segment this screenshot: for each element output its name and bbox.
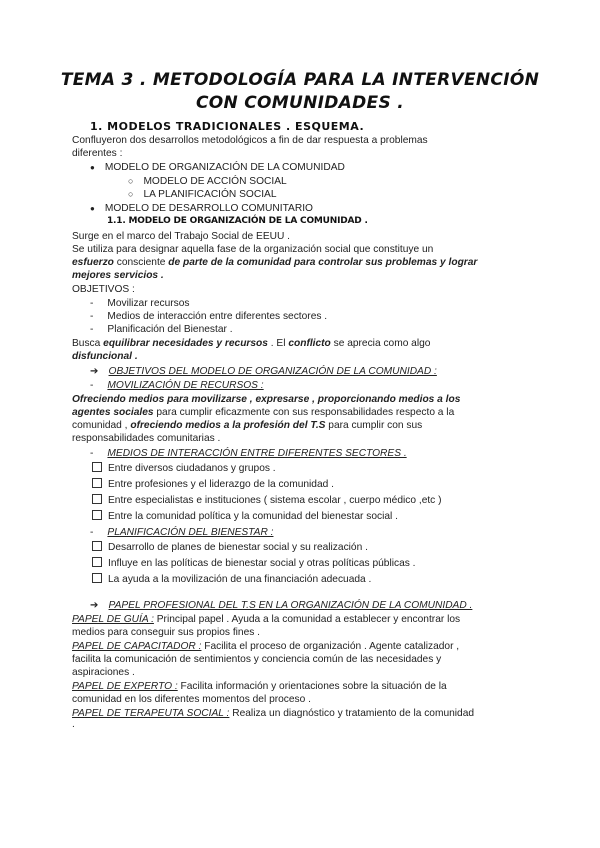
paragraph-line xyxy=(72,350,138,363)
dash-icon: - xyxy=(90,324,94,335)
paragraph-line: facilita la comunicación de sentimientos y conciencia común de las necesidades y xyxy=(72,654,442,665)
paragraph-line: comunidad en los diferentes momentos del proceso . xyxy=(72,694,311,705)
paragraph-line xyxy=(72,707,474,720)
list-item-label: Entre profesiones y el liderazgo de la comunidad . xyxy=(108,479,334,490)
role-label: PAPEL DE EXPERTO : xyxy=(72,681,178,692)
paragraph-line xyxy=(72,337,430,350)
text-run: conflicto xyxy=(288,338,331,349)
paragraph-line xyxy=(72,393,460,406)
checkbox-item xyxy=(92,510,398,523)
document-title: TEMA 3 . METODOLOGÍA PARA LA INTERVENCIÓN xyxy=(60,70,540,90)
list-item xyxy=(128,175,287,188)
objetivos-label: OBJETIVOS : xyxy=(72,284,135,295)
paragraph-line xyxy=(72,406,454,419)
text-run: Facilita el proceso de organización . Agente catalizador , xyxy=(201,641,460,652)
sub-bullet-icon: ○ xyxy=(128,176,134,186)
paragraph-line: responsabilidades comunitarias . xyxy=(72,433,221,444)
arrow-icon: ➔ xyxy=(90,366,99,377)
dash-icon: - xyxy=(90,448,94,459)
checkbox-item xyxy=(92,557,416,570)
list-item-label: MODELO DE ACCIÓN SOCIAL xyxy=(143,176,287,187)
list-item xyxy=(90,323,233,336)
list-item xyxy=(90,297,190,310)
list-item-label: Entre especialistas e instituciones ( sistema escolar , cuerpo médico ,etc ) xyxy=(108,495,442,506)
text-run: de parte de la comunidad para controlar sus problemas y lograr xyxy=(168,257,478,268)
list-item xyxy=(128,188,276,201)
text-run: para cumplir con sus xyxy=(325,420,423,431)
subsection-heading: 1.1. MODELO DE ORGANIZACIÓN DE LA COMUNIDAD . xyxy=(107,216,368,226)
dash-icon: - xyxy=(90,380,94,391)
text-run: agentes sociales xyxy=(72,407,154,418)
intro-line: diferentes : xyxy=(72,148,123,159)
paragraph-line: . xyxy=(72,719,75,730)
role-label: PAPEL DE GUÍA : xyxy=(72,614,154,625)
dash-heading xyxy=(90,526,273,539)
dash-heading xyxy=(90,379,264,392)
arrow-heading xyxy=(90,365,437,378)
dash-icon: - xyxy=(90,527,94,538)
dash-icon: - xyxy=(90,298,94,309)
checkbox-icon xyxy=(92,462,102,472)
text-run: para cumplir eficazmente con sus responsabilidades respecto a la xyxy=(153,407,455,418)
checkbox-item xyxy=(92,573,371,586)
text-run: Principal papel . Ayuda a la comunidad a establecer y encontrar los xyxy=(153,614,461,625)
dash-icon: - xyxy=(90,311,94,322)
text-run: consciente xyxy=(113,257,169,268)
list-item-label: LA PLANIFICACIÓN SOCIAL xyxy=(143,189,277,200)
text-run: se aprecia como algo xyxy=(330,338,431,349)
heading-text: MEDIOS DE INTERACCIÓN ENTRE DIFERENTES SECTORES . xyxy=(107,448,407,459)
list-item-label: MODELO DE ORGANIZACIÓN DE LA COMUNIDAD xyxy=(104,162,345,173)
heading-text: OBJETIVOS DEL MODELO DE ORGANIZACIÓN DE LA COMUNIDAD : xyxy=(108,366,437,377)
checkbox-icon xyxy=(92,510,102,520)
list-item-label: Entre diversos ciudadanos y grupos . xyxy=(108,463,276,474)
paragraph-line xyxy=(72,243,527,256)
checkbox-icon xyxy=(92,541,102,551)
checkbox-icon xyxy=(92,573,102,583)
text-run: Facilita información y orientaciones sobre la situación de la xyxy=(177,681,447,692)
text-run: ofreciendo medios a la profesión del T.S xyxy=(130,420,326,431)
checkbox-icon xyxy=(92,494,102,504)
dash-heading xyxy=(90,447,407,460)
text-run: comunidad , xyxy=(72,420,131,431)
paragraph-line xyxy=(72,419,422,432)
role-label: PAPEL DE TERAPEUTA SOCIAL : xyxy=(72,708,230,719)
paragraph-line xyxy=(72,256,477,269)
list-item xyxy=(90,310,327,323)
checkbox-item xyxy=(92,541,368,554)
list-item-label: Influye en las políticas de bienestar social y otras políticas públicas . xyxy=(108,558,416,569)
list-item-label: Entre la comunidad política y la comunidad del bienestar social . xyxy=(108,511,398,522)
paragraph-line: aspiraciones . xyxy=(72,667,135,678)
text-run: disfuncional . xyxy=(72,351,138,362)
arrow-icon: ➔ xyxy=(90,600,99,611)
paragraph-line xyxy=(72,613,460,626)
text-run: Ofreciendo medios para movilizarse , expresarse , proporcionando medios a los xyxy=(72,394,461,405)
bullet-icon: ● xyxy=(90,204,95,213)
paragraph-line xyxy=(72,269,164,282)
list-item xyxy=(90,202,313,215)
checkbox-icon xyxy=(92,557,102,567)
checkbox-item xyxy=(92,462,276,475)
list-item-label: La ayuda a la movilización de una financiación adecuada . xyxy=(108,574,372,585)
role-label: PAPEL DE CAPACITADOR : xyxy=(72,641,202,652)
heading-text: PLANIFICACIÓN DEL BIENESTAR : xyxy=(107,527,274,538)
list-item-label: Medios de interacción entre diferentes sectores . xyxy=(107,311,328,322)
bullet-icon: ● xyxy=(90,163,95,172)
text-run: Se utiliza para designar aquella fase de la organización social que constituye un xyxy=(72,244,434,255)
text-run: mejores servicios . xyxy=(72,270,164,281)
checkbox-item xyxy=(92,494,442,507)
checkbox-icon xyxy=(92,478,102,488)
arrow-heading xyxy=(90,599,472,612)
checkbox-item xyxy=(92,478,334,491)
text-run: esfuerzo xyxy=(72,257,114,268)
document-title-line2: CON COMUNIDADES . xyxy=(196,93,404,113)
list-item-label: Planificación del Bienestar . xyxy=(107,324,233,335)
sub-bullet-icon: ○ xyxy=(128,189,134,199)
text-run: . El xyxy=(267,338,289,349)
intro-line: Confluyeron dos desarrollos metodológicos a fin de dar respuesta a problemas xyxy=(72,135,428,146)
list-item-label: MODELO DE DESARROLLO COMUNITARIO xyxy=(104,203,313,214)
text-run: Busca xyxy=(72,338,104,349)
section-heading-modelos: 1. MODELOS TRADICIONALES . ESQUEMA. xyxy=(90,120,365,133)
list-item-label: Desarrollo de planes de bienestar social y su realización . xyxy=(108,542,368,553)
heading-text: MOVILIZACIÓN DE RECURSOS : xyxy=(107,380,264,391)
paragraph-line: Surge en el marco del Trabajo Social de EEUU . xyxy=(72,231,291,242)
paragraph-line: medios para conseguir sus propios fines . xyxy=(72,627,261,638)
paragraph-line xyxy=(72,680,447,693)
list-item-label: Movilizar recursos xyxy=(107,298,190,309)
list-item xyxy=(90,161,345,174)
heading-text: PAPEL PROFESIONAL DEL T.S EN LA ORGANIZACIÓN DE LA COMUNIDAD . xyxy=(108,600,473,611)
text-run: Realiza un diagnóstico y tratamiento de la comunidad xyxy=(229,708,475,719)
paragraph-line xyxy=(72,640,459,653)
text-run: equilibrar necesidades y recursos xyxy=(103,338,268,349)
